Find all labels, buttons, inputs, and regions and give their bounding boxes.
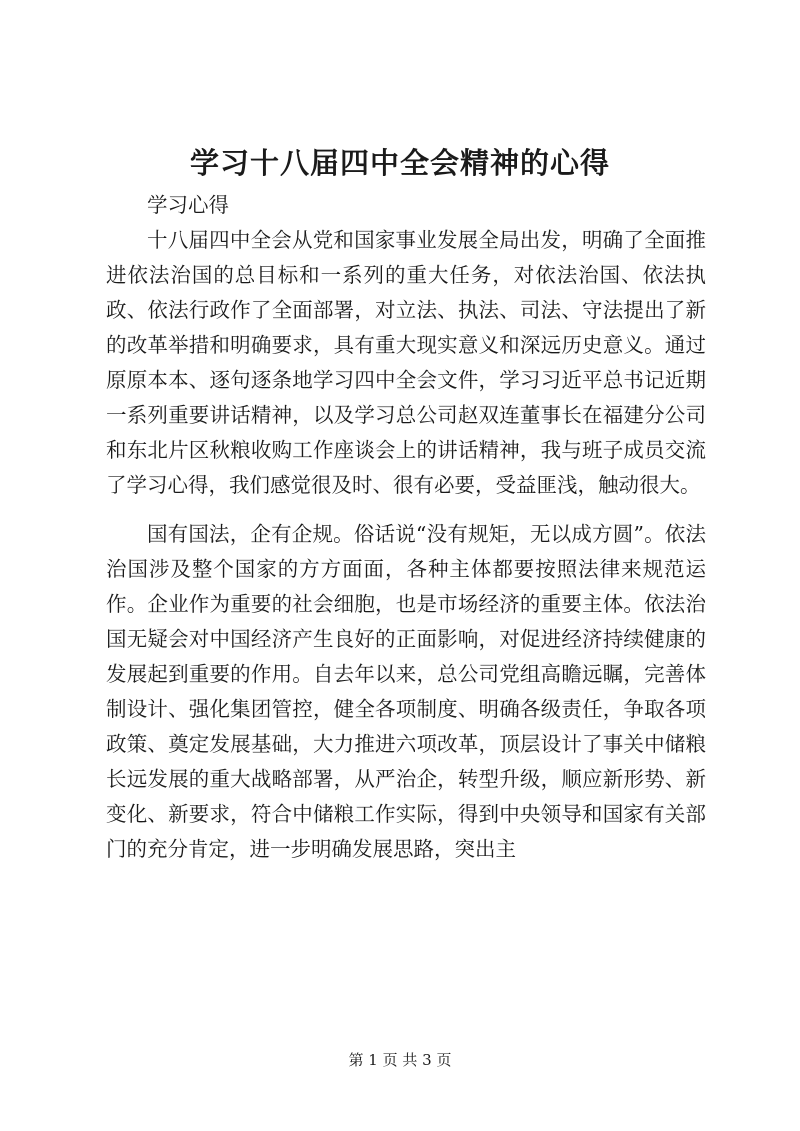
paragraph-2: 国有国法，企有企规。俗话说“没有规矩，无以成方圆”。依法治国涉及整个国家的方方面面，各种主体都要按照法律来规范运作。企业作为重要的社会细胞，也是市场经济的重要主体。依法治国无疑会对中国经济产生良好的正面影响，对促进经济持续健康的发展起到重要的作用。自去年以来，总公司党组高瞻远瞩，完善体制设计、强化集团管控，健全各项制度、明确各级责任，争取各项政策、奠定发展基础，大力推进六项改革，顶层设计了事关中储粮长远发展的重大战略部署，从严治企，转型升级，顺应新形势、新变化、新要求，符合中储粮工作实际，得到中央领导和国家有关部门的充分肯定，进一步明确发展思路，突出主 — [106, 522, 706, 861]
document-title: 学习十八届四中全会精神的心得 — [189, 146, 610, 180]
document-body — [106, 188, 706, 867]
paragraph-1: 十八届四中全会从党和国家事业发展全局出发，明确了全面推进依法治国的总目标和一系列的重大任务，对依法治国、依法执政、依法行政作了全面部署，对立法、执法、司法、守法提出了新的改革举措和明确要求，具有重大现实意义和深远历史意义。通过原原本本、逐句逐条地学习四中全会文件，学习习近平总书记近期一系列重要讲话精神，以及学习总公司赵双连董事长在福建分公司和东北片区秋粮收购工作座谈会上的讲话精神，我与班子成员交流了学习心得，我们感觉很及时、很有必要，受益匪浅，触动很大。 — [106, 228, 706, 497]
document-subtitle: 学习心得 — [147, 193, 229, 217]
page-footer: 第 1 页 共 3 页 — [348, 1051, 452, 1069]
